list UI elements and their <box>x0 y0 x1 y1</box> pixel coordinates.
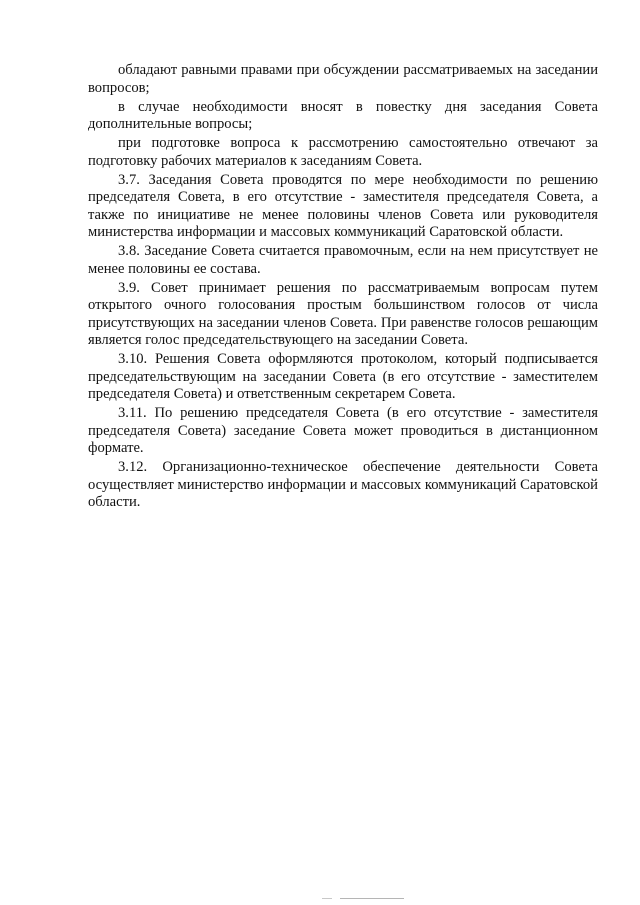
paragraph-rights: обладают равными правами при обсуждении рассматриваемых на заседании вопросов; <box>88 62 598 96</box>
paragraph-3-12: 3.12. Организационно-техническое обеспечение деятельности Совета осуществляет министерство информации и массовых коммуникаций Саратовской области. <box>88 459 598 510</box>
paragraph-agenda: в случае необходимости вносят в повестку дня заседания Совета дополнительные вопросы; <box>88 98 598 132</box>
footer-divider <box>340 898 404 899</box>
paragraph-3-8: 3.8. Заседание Совета считается правомочным, если на нем присутствует не менее половины ее состава. <box>88 243 598 277</box>
paragraph-3-9: 3.9. Совет принимает решения по рассматриваемым вопросам путем открытого очного голосования простым большинством голосов от числа присутствующих на заседании членов Совета. При равенстве голосов решающим является голос председательствующего на заседании Совета. <box>88 279 598 348</box>
document-body <box>88 62 598 513</box>
paragraph-materials: при подготовке вопроса к рассмотрению самостоятельно отвечают за подготовку рабочих материалов к заседаниям Совета. <box>88 135 598 169</box>
footer-mark <box>322 898 332 899</box>
paragraph-3-7: 3.7. Заседания Совета проводятся по мере необходимости по решению председателя Совета, в его отсутствие - заместителя председателя Совета, а также по инициативе не менее половины членов Совета или руководителя министерства информации и массовых коммуникаций Саратовской области. <box>88 171 598 240</box>
paragraph-3-11: 3.11. По решению председателя Совета (в его отсутствие - заместителя председателя Совета) заседание Совета может проводиться в дистанционном формате. <box>88 405 598 456</box>
paragraph-3-10: 3.10. Решения Совета оформляются протоколом, который подписывается председательствующим на заседании Совета (в его отсутствие - заместителем председателя Совета) и ответственным секретарем Совета. <box>88 351 598 402</box>
